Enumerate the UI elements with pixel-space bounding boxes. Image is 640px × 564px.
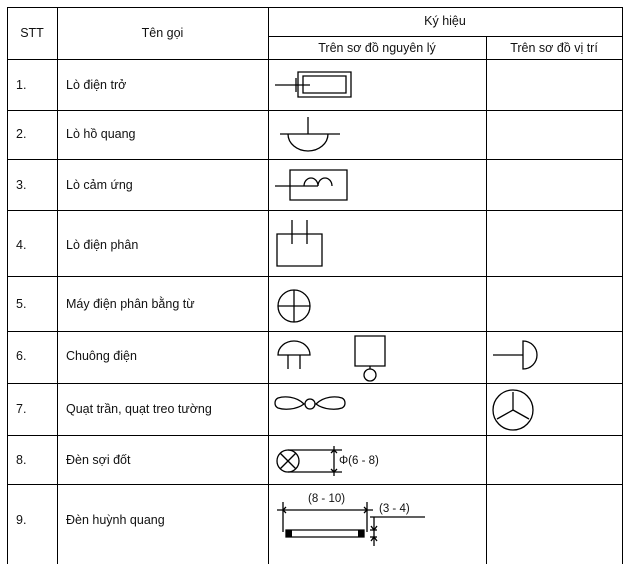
row-divider [7,331,622,332]
bell-icon [270,333,420,383]
resistance-furnace-icon [270,62,360,108]
row-name: Lò điện trở [66,78,127,92]
row-divider [7,210,622,211]
row-number: 1. [16,78,27,92]
header-symbol: Ký hiệu [424,14,466,28]
row-number: 7. [16,402,27,416]
row-name: Quạt trần, quạt treo tường [66,402,212,416]
header-name: Tên gọi [141,26,184,40]
induction-furnace-icon [270,162,360,208]
row-number: 4. [16,238,27,252]
header-bottom-line [7,59,622,60]
bell-position-icon [488,333,558,379]
column-divider [268,7,269,564]
fan-position-icon [488,386,548,432]
row-number: 3. [16,178,27,192]
row-name: Đèn sợi đốt [66,453,131,467]
row-number: 9. [16,513,27,527]
fluorescent-lamp-icon [270,488,440,564]
row-number: 8. [16,453,27,467]
fluorescent-width-label: (3 - 4) [379,503,410,515]
table-border-right [622,7,623,564]
row-name: Lò cảm ứng [66,178,133,192]
lamp-dimension-label: Φ(6 - 8) [339,455,379,467]
row-number: 6. [16,349,27,363]
header-schematic: Trên sơ đồ nguyên lý [318,41,436,55]
row-divider [7,276,622,277]
header-position: Trên sơ đồ vị trí [510,41,598,55]
table-border-top [7,7,622,8]
fan-icon [270,386,360,432]
row-divider [7,435,622,436]
row-name: Máy điện phân bằng từ [66,297,195,311]
header-subline [268,36,622,37]
crossed-circle-icon [270,280,360,328]
row-divider [7,383,622,384]
table-border-left [7,7,8,564]
row-divider [7,110,622,111]
row-divider [7,484,622,485]
row-name: Chuông điện [66,349,137,363]
row-name: Lò điện phân [66,238,139,252]
row-name: Lò hồ quang [66,127,136,141]
electrolysis-furnace-icon [270,212,360,274]
row-divider [7,159,622,160]
column-divider [486,36,487,564]
arc-furnace-icon [270,112,360,158]
row-number: 2. [16,127,27,141]
header-stt: STT [20,26,44,40]
fluorescent-length-label: (8 - 10) [308,493,346,505]
row-number: 5. [16,297,27,311]
column-divider [57,7,58,564]
incandescent-lamp-icon [270,438,350,482]
row-name: Đèn huỳnh quang [66,513,165,527]
